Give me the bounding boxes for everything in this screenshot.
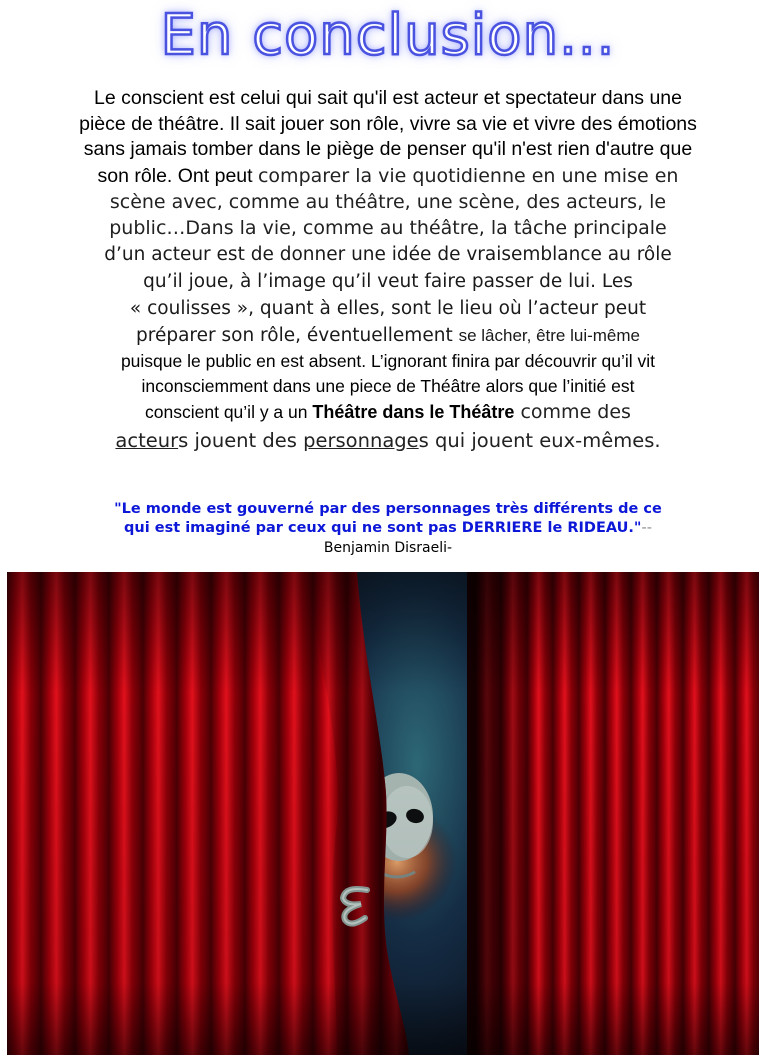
text-fragment: s qui jouent eux-mêmes. (418, 429, 661, 452)
text-fragment: s jouent des (178, 429, 304, 452)
emphasis-text: Théâtre dans le Théâtre (312, 402, 515, 422)
quote-line: "Le monde est gouverné par des personnages très différents de ce (114, 501, 662, 517)
text-line (0, 426, 776, 456)
quote-text: qui est imaginé par ceux qui ne sont pas DERRIERE le RIDEAU." (124, 520, 642, 536)
quote-block (0, 500, 776, 538)
quote-dash: -- (641, 520, 652, 536)
quote-author: Benjamin Disraeli- (323, 540, 453, 556)
text-line: public…Dans la vie, comme au théâtre, la tâche principale (109, 217, 667, 239)
text-line: « coulisses », quant à elles, sont le lieu où l’acteur peut (129, 298, 647, 319)
text-line: d’un acteur est de donner une idée de vraisemblance au rôle (104, 244, 672, 265)
text-fragment: préparer son rôle, éventuellement (136, 325, 459, 346)
text-line: puisque le public en est absent. L’ignorant finira par découvrir qu’il vit (120, 351, 656, 371)
text-fragment: son rôle. Ont peut (97, 164, 258, 187)
text-line: sans jamais tomber dans le piège de penser qu'il n'est rien d'autre que (83, 138, 693, 160)
text-line (0, 163, 776, 190)
page-title: En conclusion... (160, 3, 616, 68)
text-line: qu’il joue, à l’image qu’il veut faire passer de lui. Les (143, 271, 633, 292)
text-fragment: conscient qu’il y a un (145, 402, 313, 422)
text-line: inconsciemment dans une piece de Théâtre alors que l’initié est (141, 376, 635, 396)
quote-line (0, 519, 776, 538)
text-line: Le conscient est celui qui sait qu'il est acteur et spectateur dans une (94, 87, 682, 109)
text-line (0, 399, 776, 426)
curtain-svg (7, 572, 759, 1055)
text-fragment: comme des (514, 401, 631, 423)
underlined-word: acteur (115, 429, 179, 452)
text-line (0, 322, 776, 349)
text-fragment: se lâcher, être lui-même (458, 326, 640, 345)
text-fragment: comparer la vie quotidienne en une mise en (257, 164, 679, 187)
text-line: pièce de théâtre. Il sait jouer son rôle, vivre sa vie et vivre des émotions (79, 112, 697, 135)
curtain-illustration (7, 572, 759, 1055)
underlined-word: personnage (303, 429, 419, 452)
text-line: scène avec, comme au théâtre, une scène, des acteurs, le (109, 191, 667, 213)
conclusion-paragraph (0, 86, 776, 456)
